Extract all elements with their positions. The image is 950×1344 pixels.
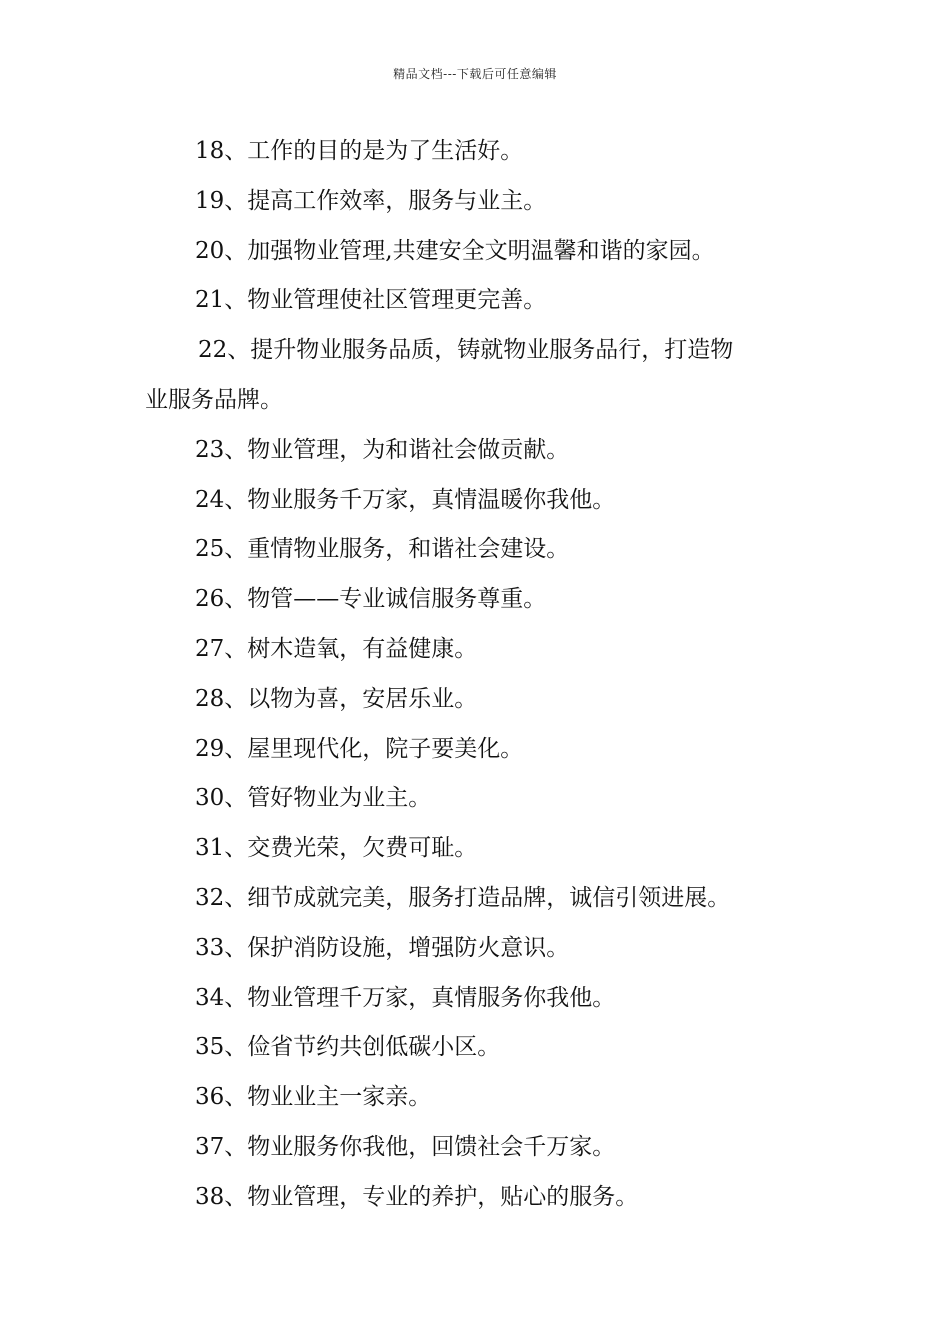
list-item: 28、以物为喜，安居乐业。: [195, 685, 478, 712]
list-item-line1: 22、提升物业服务品质，铸就物业服务品行，打造物: [198, 337, 734, 364]
list-item: 25、重情物业服务，和谐社会建设。: [195, 536, 570, 563]
list-item: 27、树木造氧，有益健康。: [195, 635, 478, 662]
list-item: 24、物业服务千万家，真情温暖你我他。: [195, 486, 616, 513]
list-item: 30、管好物业为业主。: [195, 785, 432, 812]
list-item-line2: 业服务品牌。: [145, 386, 283, 413]
list-item: 31、交费光荣，欠费可耻。: [195, 835, 478, 862]
list-item: 34、物业管理千万家，真情服务你我他。: [195, 984, 616, 1011]
list-item: 33、保护消防设施，增强防火意识。: [195, 934, 570, 961]
list-item: 35、俭省节约共创低碳小区。: [195, 1034, 501, 1061]
list-item: 36、物业业主一家亲。: [195, 1084, 432, 1111]
list-item: 26、物管——专业诚信服务尊重。: [195, 586, 547, 613]
list-item: 18、工作的目的是为了生活好。: [195, 138, 524, 164]
slogan-list: [145, 130, 810, 1226]
list-item: 23、物业管理，为和谐社会做贡献。: [195, 436, 570, 463]
page-header: 精品文档---下载后可任意编辑: [393, 67, 557, 81]
list-item: 32、细节成就完美，服务打造品牌，诚信引领进展。: [195, 884, 731, 911]
list-item: 38、物业管理，专业的养护，贴心的服务。: [195, 1183, 639, 1210]
list-item: 20、加强物业管理,共建安全文明温馨和谐的家园。: [195, 237, 715, 264]
list-item: 37、物业服务你我他，回馈社会千万家。: [195, 1133, 616, 1160]
list-item-wrapped: [145, 329, 810, 429]
list-item: 19、提高工作效率，服务与业主。: [195, 187, 547, 214]
list-item: 29、屋里现代化，院子要美化。: [195, 735, 524, 762]
list-item: 21、物业管理使社区管理更完善。: [195, 287, 547, 314]
